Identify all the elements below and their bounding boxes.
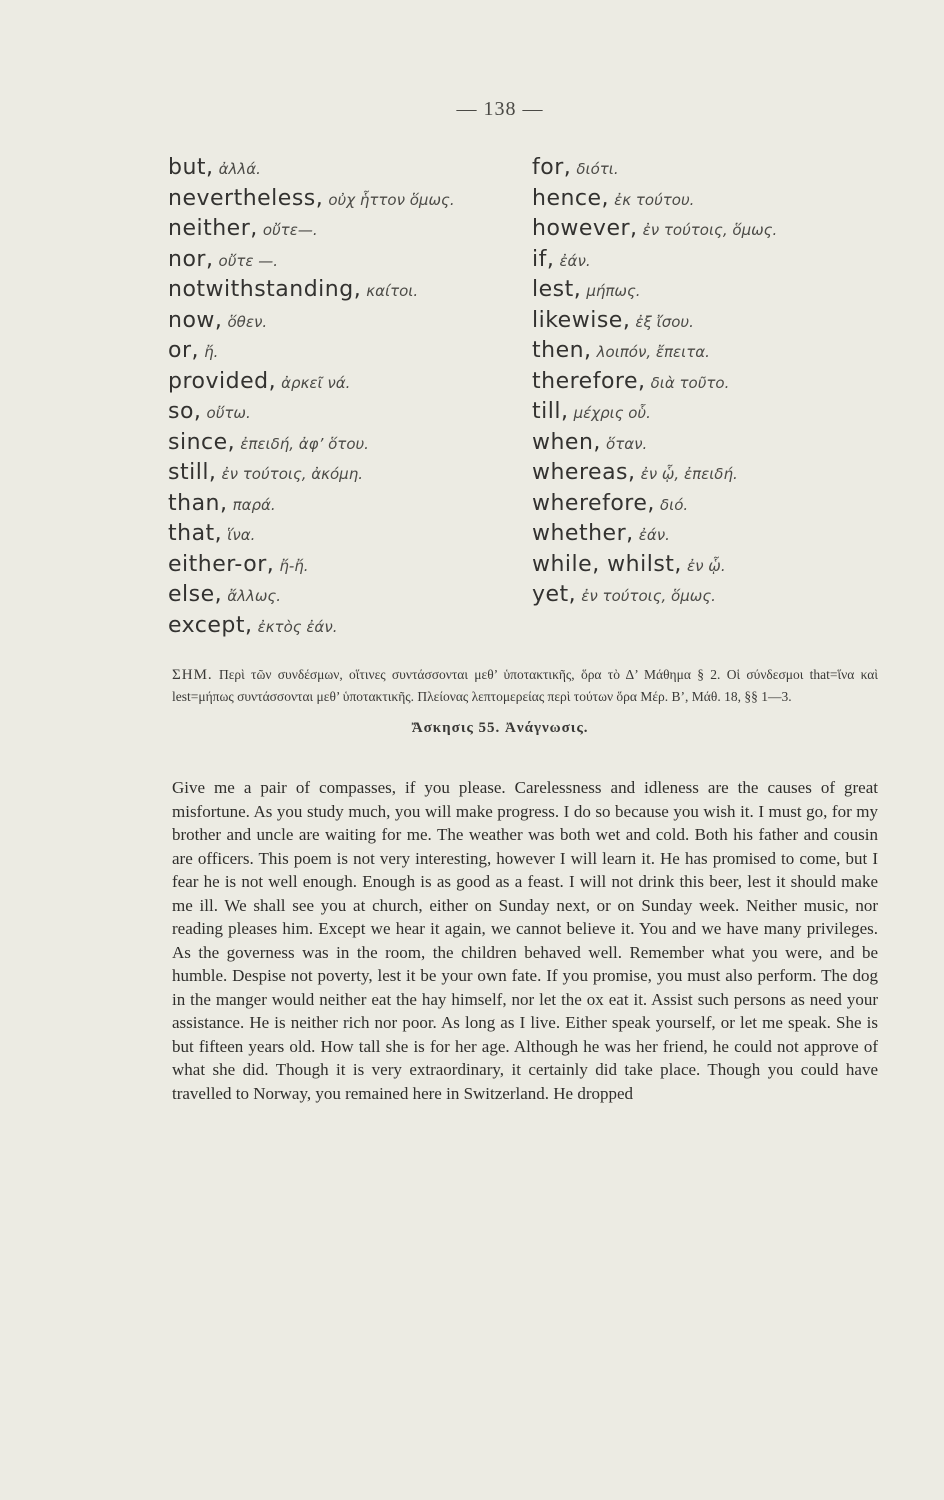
english-word: lest, [532,277,582,302]
vocab-entry [532,489,777,520]
greek-translation: ὅταν. [606,434,648,453]
english-word: except, [168,612,253,638]
greek-translation: ἐκτὸς ἐάν. [257,617,338,636]
vocab-entry [168,428,455,459]
greek-translation: μήπως. [586,282,641,300]
greek-translation: ἐν ᾧ. [687,556,726,575]
english-word: or, [168,338,199,363]
vocab-entry [168,611,455,642]
english-word: either-or, [168,551,275,577]
english-word: whereas, [532,460,636,485]
greek-translation: ἐξ ἴσου. [635,312,694,331]
greek-translation: ἐν ᾧ, ἐπειδή. [640,465,738,483]
exercise-text: Give me a pair of compasses, if you please. Carelessness and idleness are the causes of great misfortune. As you study much, you will make progress. I do so because you wish it. I must go, for my brother and uncle are waiting for me. The weather was both wet and cold. Both his father and cousin are officers. This poem is not very interesting, however I will learn it. He has promised to come, but I fear he is not well enough. Enough is as good as a feast. I will not drink this beer, lest it should make me ill. We shall see you at church, either on Sunday next, or on Sunday week. Neither music, nor reading pleases him. Except we hear it again, we cannot believe it. You and we have many privileges. As the governess was in the room, the children behaved well. Remember what you were, and be humble. Despise not poverty, lest it be your own fate. If you promise, you must also perform. The dog in the manger would neither eat the hay himself, nor let the ox eat it. Assist such persons as need your assistance. He is neither rich nor poor. As long as I live. Either speak yourself, or let me speak. She is but fifteen years old. How tall she is for her age. Although he was her friend, he could not approve of what she did. Though it is very extraordinary, it certainly did take place. Though you could have travelled to Norway, you remained here in Switzerland. He dropped [172,778,878,1103]
vocab-entry [168,245,455,276]
greek-translation: ἵνα. [227,526,256,544]
greek-translation: ἤ-ἤ. [279,556,309,575]
english-word: neither, [168,216,258,241]
vocabulary-left-column [168,153,455,641]
vocab-entry [168,550,455,581]
greek-translation: ἐν τούτοις, ὅμως. [581,587,716,605]
english-word: so, [168,399,202,424]
greek-translation: ἐάν. [559,251,591,270]
english-word: than, [168,490,228,516]
vocab-entry [168,489,455,520]
vocab-entry [168,153,455,184]
greek-translation: ἐκ τούτου. [614,190,695,209]
english-word: if, [532,246,555,272]
greek-translation: ἐάν. [638,526,670,544]
english-word: wherefore, [532,490,655,516]
english-word: likewise, [532,307,631,333]
vocab-entry [168,214,455,245]
english-word: but, [168,155,214,180]
exercise-title: Ἄσκησις 55. Ἀνάγνωσις. [411,720,589,736]
vocab-entry [532,275,777,306]
greek-translation: ἀλλά. [218,160,261,178]
greek-translation: μέχρις οὗ. [573,404,651,422]
greek-translation: οὔτε—. [262,221,318,239]
english-word: still, [168,460,217,485]
english-word: since, [168,429,236,455]
vocab-entry [168,580,455,611]
vocab-entry [532,245,777,276]
greek-translation: οὕτω. [206,404,251,422]
greek-translation: ἐν τούτοις, ὅμως. [642,221,778,239]
grammar-note [172,664,878,708]
english-word: for, [532,155,572,180]
greek-translation: ἤ. [204,343,219,361]
vocab-entry [168,336,455,367]
vocab-entry [532,519,777,550]
vocab-entry [168,519,455,550]
vocab-entry [532,550,777,581]
vocab-entry [532,367,777,398]
english-word: yet, [532,582,577,607]
greek-translation: ἀρκεῖ νά. [281,373,351,392]
note-text: Περὶ τῶν συνδέσμων, οἵτινες συντάσσονται μεθ’ ὑποτακτικῆς, ὅρα τὸ Δ’ Μάθημα § 2. Οἱ σύνδεσμοι that=ἵνα καὶ lest=μήπως συντάσσονται μεθ’ ὑποτακτικῆς. Πλείονας λεπτομερείας περὶ τούτων ὅρα Μέρ. Β’, Μάθ. 18, §§ 1—3. [172,666,879,704]
vocab-entry [532,458,777,489]
vocab-entry [532,428,777,459]
english-word: when, [532,429,601,455]
vocab-entry [532,214,777,245]
vocab-entry [168,397,455,428]
english-word: that, [168,521,223,546]
greek-translation: οὐχ ἧττον ὅμως. [328,190,455,209]
note-label: ΣΗΜ. [172,666,213,683]
vocab-entry [168,184,455,215]
greek-translation: ἐπειδή, ἀφ’ ὅτου. [240,434,369,453]
vocab-entry [532,580,777,611]
vocab-entry [532,397,777,428]
english-word: hence, [532,185,610,211]
vocabulary-right-column [532,153,777,611]
vocab-entry [168,275,455,306]
english-word: therefore, [532,368,646,394]
greek-translation: διὰ τοῦτο. [650,373,730,392]
vocab-entry [532,153,777,184]
greek-translation: ἐν τούτοις, ἀκόμη. [221,465,364,483]
greek-translation: λοιπόν, ἔπειτα. [596,343,710,361]
vocab-entry [168,367,455,398]
vocab-entry [532,306,777,337]
english-word: whether, [532,521,634,546]
english-word: nevertheless, [168,185,324,211]
english-word: nor, [168,246,214,272]
greek-translation: ἄλλως. [227,587,282,605]
vocab-entry [168,306,455,337]
greek-translation: ὅθεν. [227,312,268,331]
greek-translation: παρά. [232,495,276,514]
english-word: now, [168,307,223,333]
greek-translation: διό. [659,495,689,514]
english-word: then, [532,338,592,363]
english-word: however, [532,216,638,241]
english-word: provided, [168,368,277,394]
vocab-entry [532,184,777,215]
page-number: — 138 — [456,98,544,120]
greek-translation: οὔτε —. [218,251,279,270]
vocab-entry [532,336,777,367]
english-word: notwithstanding, [168,277,362,302]
greek-translation: καίτοι. [366,282,419,300]
greek-translation: διότι. [576,160,619,178]
vocab-entry [168,458,455,489]
english-word: till, [532,399,569,424]
english-word: else, [168,582,223,607]
english-word: while, whilst, [532,551,682,577]
